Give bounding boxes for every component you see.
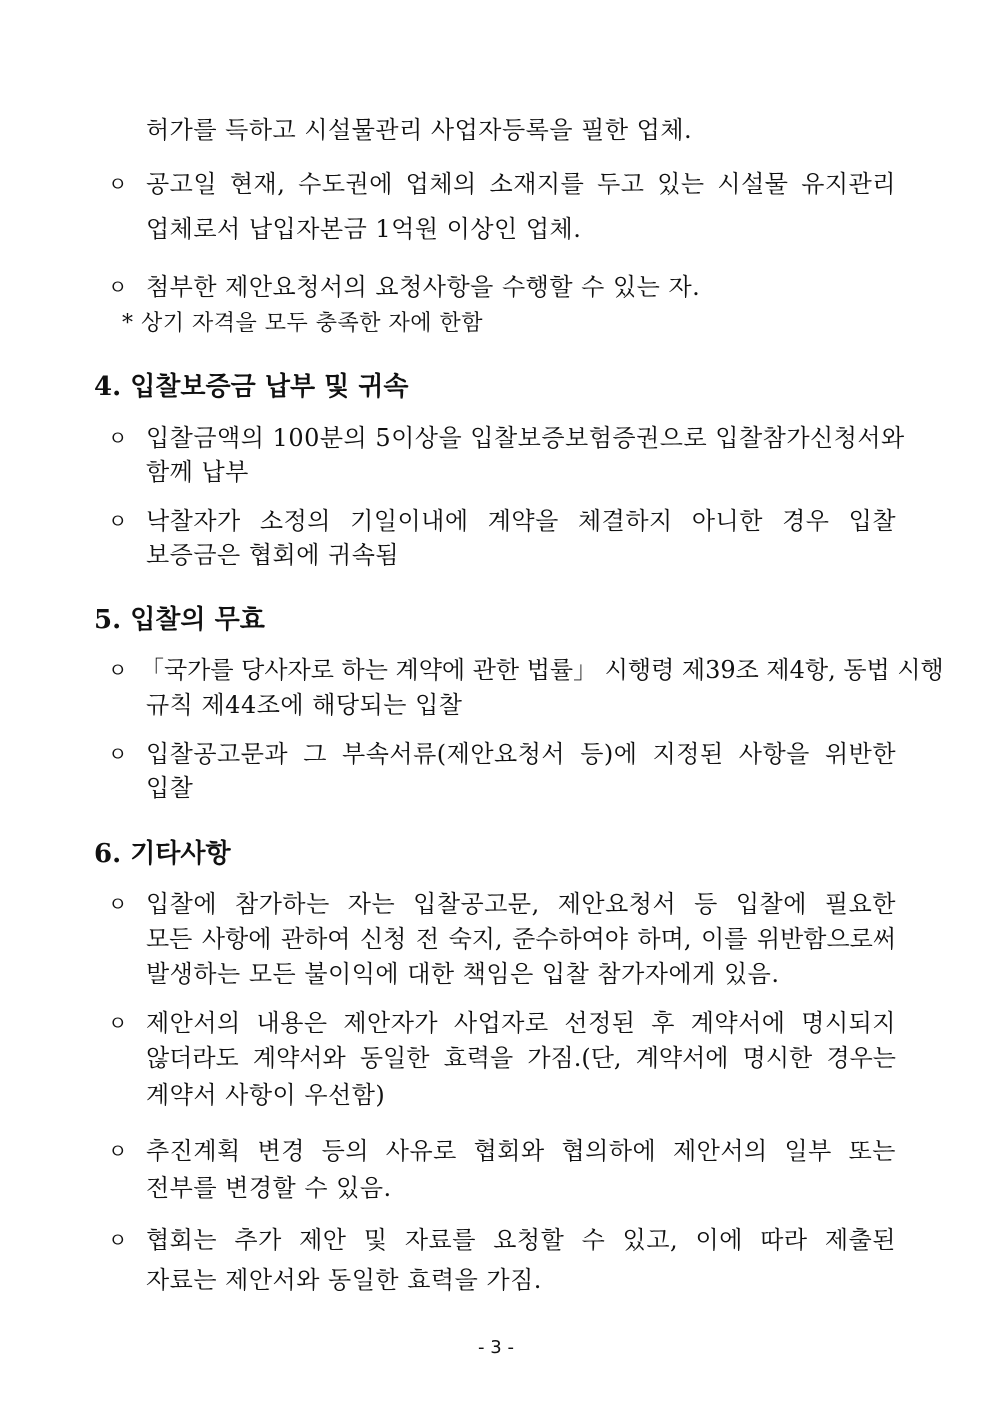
bullet-icon: ㅇ (108, 426, 128, 450)
bullet-icon: ㅇ (108, 1011, 128, 1035)
paragraph-line: 추진계획 변경 등의 사유로 협회와 협의하에 제안서의 일부 또는 (146, 1137, 896, 1165)
paragraph-line: 전부를 변경할 수 있음. (146, 1174, 392, 1202)
bullet-icon: ㅇ (108, 892, 128, 916)
paragraph-line: 협회는 추가 제안 및 자료를 요청할 수 있고, 이에 따라 제출된 (146, 1226, 896, 1254)
paragraph-line: 입찰 (146, 774, 194, 802)
section-heading: 6. 기타사항 (94, 839, 231, 869)
section-heading: 5. 입찰의 무효 (94, 605, 265, 635)
bullet-icon: ㅇ (108, 275, 128, 299)
paragraph-line: 낙찰자가 소정의 기일이내에 계약을 체결하지 아니한 경우 입찰 (146, 507, 896, 535)
paragraph-line: 않더라도 계약서와 동일한 효력을 가짐.(단, 계약서에 명시한 경우는 (146, 1044, 896, 1072)
paragraph-line: 「국가를 당사자로 하는 계약에 관한 법률」 시행령 제39조 제4항, 동법 시행 (140, 656, 944, 684)
bullet-icon: ㅇ (108, 742, 128, 766)
bullet-icon: ㅇ (108, 658, 128, 682)
paragraph-line: 계약서 사항이 우선함) (146, 1081, 386, 1109)
paragraph-line: 공고일 현재, 수도권에 업체의 소재지를 두고 있는 시설물 유지관리 (146, 170, 896, 198)
paragraph-line: 모든 사항에 관하여 신청 전 숙지, 준수하여야 하며, 이를 위반함으로써 (146, 925, 896, 953)
paragraph-line: 허가를 득하고 시설물관리 사업자등록을 필한 업체. (146, 116, 693, 144)
bullet-icon: ㅇ (108, 1228, 128, 1252)
paragraph-line: 입찰금액의 100분의 5이상을 입찰보증보험증권으로 입찰참가신청서와 (146, 424, 905, 452)
paragraph-line: 입찰공고문과 그 부속서류(제안요청서 등)에 지정된 사항을 위반한 (146, 740, 896, 768)
paragraph-line: 제안서의 내용은 제안자가 사업자로 선정된 후 계약서에 명시되지 (146, 1009, 896, 1037)
bullet-icon: ㅇ (108, 509, 128, 533)
note-line: * 상기 자격을 모두 충족한 자에 한함 (122, 311, 483, 336)
paragraph-line: 업체로서 납입자본금 1억원 이상인 업체. (146, 215, 582, 243)
paragraph-line: 자료는 제안서와 동일한 효력을 가짐. (146, 1266, 542, 1294)
bullet-icon: ㅇ (108, 172, 128, 196)
paragraph-line: 함께 납부 (146, 458, 249, 486)
paragraph-line: 입찰에 참가하는 자는 입찰공고문, 제안요청서 등 입찰에 필요한 (146, 890, 896, 918)
paragraph-line: 규칙 제44조에 해당되는 입찰 (146, 691, 463, 719)
page-number: - 3 - (478, 1337, 514, 1358)
bullet-icon: ㅇ (108, 1139, 128, 1163)
paragraph-line: 보증금은 협회에 귀속됨 (146, 541, 400, 569)
paragraph-line: 첨부한 제안요청서의 요청사항을 수행할 수 있는 자. (146, 273, 701, 301)
paragraph-line: 발생하는 모든 불이익에 대한 책임은 입찰 참가자에게 있음. (146, 960, 780, 988)
section-heading: 4. 입찰보증금 납부 및 귀속 (94, 372, 409, 402)
